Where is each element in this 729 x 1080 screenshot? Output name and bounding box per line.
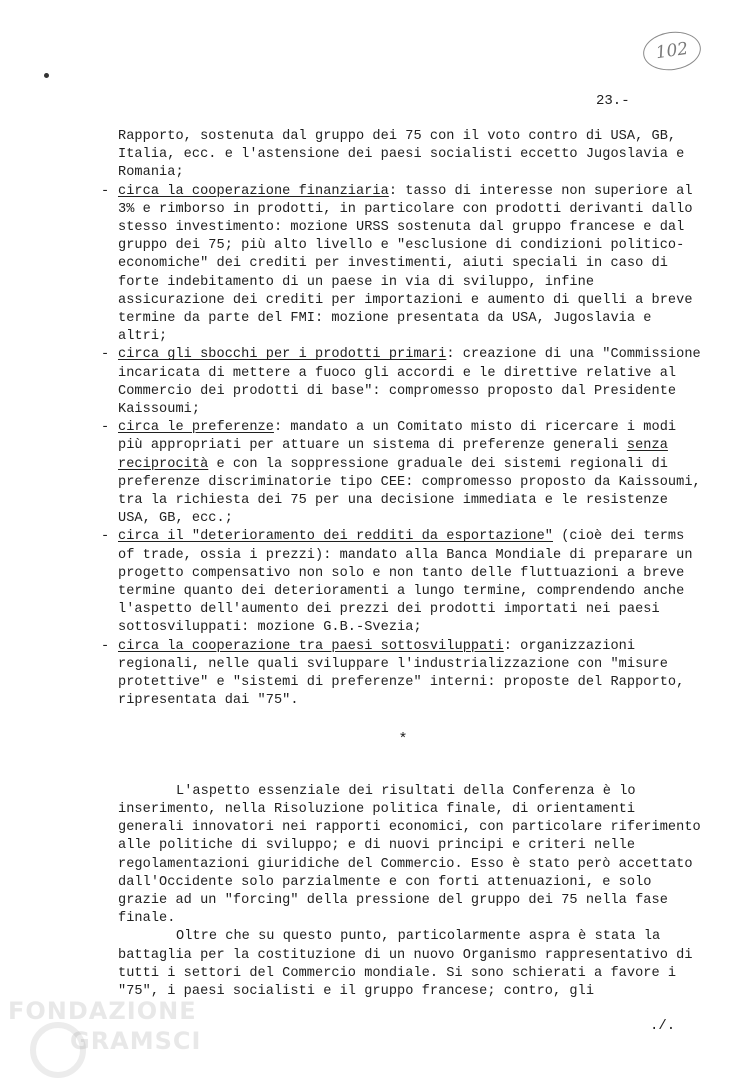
watermark-line-2: GRAMSCI xyxy=(70,1027,202,1055)
list-dash: - xyxy=(101,529,110,545)
item-topic: circa il "deterioramento dei redditi da esportazione" xyxy=(118,529,554,545)
item-text: (cioè dei terms of trade, ossia i prezzi): mandato alla Banca Mondiale di preparare un progetto compensativo non solo e non tanto delle fluttuazioni a breve termine quanto dei deterioramenti a lungo termine, comprendendo anche l'aspetto dell'aumento dei prezzi dei prodotti importati nei paesi sottosviluppati: mozione G.B.-Svezia; xyxy=(118,529,693,636)
item-underlined-phrase: senza reciprocità xyxy=(118,438,668,472)
document-body xyxy=(101,128,708,1001)
list-item-cooperation xyxy=(101,638,708,711)
paragraph-new-organism: Oltre che su questo punto, particolarmente aspra è stata la battaglia per la costituzione di un nuovo Organismo rappresentativo di tutti i settori del Commercio mondiale. Si sono schierati a favore i "75", i paesi socialisti e il gruppo francese; contro, gli xyxy=(118,929,693,999)
item-text: e con la soppressione graduale dei sistemi regionali di preferenze discriminatorie tipo CEE: compromesso proposto da Kaissoumi, tra la richiesta dei 75 per una decisione immediata e le resistenze USA, GB, ecc.; xyxy=(118,456,701,527)
list-dash: - xyxy=(101,347,110,363)
watermark xyxy=(8,996,208,1056)
list-dash: - xyxy=(101,638,110,654)
watermark-line-1: FONDAZIONE xyxy=(8,997,197,1025)
list-item-primary-products xyxy=(101,346,708,419)
archive-stamp xyxy=(641,28,704,74)
item-text: : mandato a un Comitato misto di ricercare i modi più appropriati per attuare un sistema di preferenze generali xyxy=(118,420,677,454)
paragraph-conference-results: L'aspetto essenziale dei risultati della Conferenza è lo inserimento, nella Risoluzione politica finale, di orientamenti generali innovatori nei rapporti economici, con particolare riferimento alle politiche di sviluppo; e di nuovi principi e criteri nelle regolamentazioni giuridiche del Commercio. Esso è stato però accettato dall'Occidente solo parzialmente e con forti attenuazioni, e solo grazie ad un "forcing" della pressione del gruppo dei 75 nella fase finale. xyxy=(118,783,701,927)
section-separator: * xyxy=(398,730,408,748)
list-dash: - xyxy=(101,420,110,436)
intro-paragraph: Rapporto, sostenuta dal gruppo dei 75 con il voto contro di USA, GB, Italia, ecc. e l'astensione dei paesi socialisti eccetto Jugoslavia e Romania; xyxy=(118,129,685,181)
list-item-export-earnings xyxy=(101,528,708,637)
list-dash: - xyxy=(101,183,110,199)
item-topic: circa gli sbocchi per i prodotti primari xyxy=(118,347,447,363)
item-text: : organizzazioni regionali, nelle quali sviluppare l'industrializzazione con "misure protettive" e "sistemi di preferenze" interni: proposte del Rapporto, ripresentata dai "75". xyxy=(118,638,685,709)
item-topic: circa la cooperazione tra paesi sottosviluppati xyxy=(118,638,504,654)
page-number: 23.- xyxy=(596,93,630,109)
continuation-mark: ./. xyxy=(650,1018,676,1034)
margin-dot xyxy=(44,73,49,78)
item-text: : tasso di interesse non superiore al 3% e rimborso in prodotti, in particolare con prodotti derivanti dallo stesso investimento: mozione URSS sostenuta dal gruppo francese e dal gruppo dei 75; più alto livello e "esclusione di condizioni politico-economiche" dei crediti per investimenti, aiuti speciali in caso di forte indebitamento di un paese in via di sviluppo, infine assicurazione dei crediti per importazioni e aumento di quelli a breve termine da parte del FMI: mozione presentata da USA, Jugoslavia e altri; xyxy=(118,183,693,345)
list-item-finance xyxy=(101,183,708,347)
item-topic: circa la cooperazione finanziaria xyxy=(118,183,389,199)
item-text: : creazione di una "Commissione incaricata di mettere a fuoco gli accordi e le direttive relative al Commercio dei prodotti di base": compromesso proposto dal Presidente Kaissoumi; xyxy=(118,347,701,418)
list-item-preferences xyxy=(101,419,708,528)
stamp-number: 102 xyxy=(654,38,690,64)
item-topic: circa le preferenze xyxy=(118,420,274,436)
